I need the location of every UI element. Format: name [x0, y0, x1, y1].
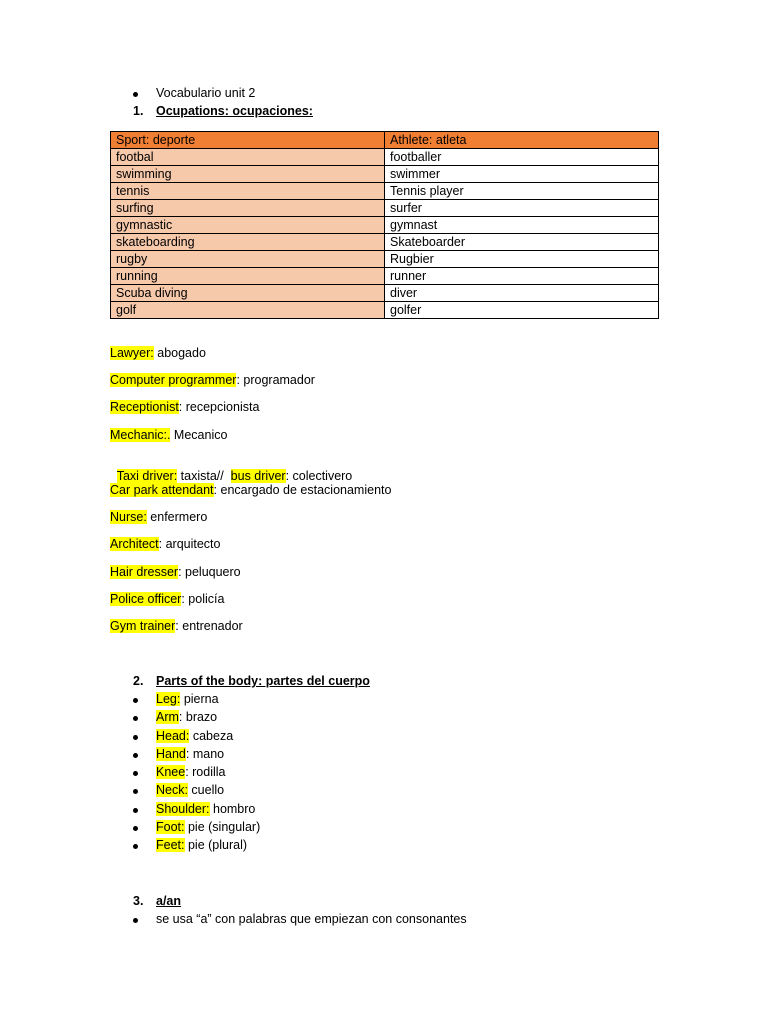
occupation-line [110, 455, 352, 483]
body-part-term: Leg: [156, 692, 181, 706]
occupation-translation: enfermero [146, 510, 208, 524]
occupation-term: Hair dresser [110, 565, 179, 579]
body-part-term: Hand [156, 747, 186, 761]
table-row [111, 183, 659, 200]
table-cell-athlete: diver [385, 285, 659, 302]
table-row [111, 149, 659, 166]
list-item [156, 820, 260, 834]
occupation-line [110, 483, 391, 497]
table-header-cell: Sport: deporte [111, 132, 385, 149]
occupation-term: Police officer [110, 592, 182, 606]
body-part-translation: pie (plural) [184, 838, 248, 852]
bullet-icon [133, 839, 141, 844]
table-row [111, 234, 659, 251]
table-cell-sport: footbal [111, 149, 385, 166]
occupation-line [110, 373, 315, 387]
section-number: 1. [133, 104, 144, 118]
occupation-term: Receptionist [110, 400, 179, 414]
list-item [156, 802, 255, 816]
occupation-translation: : recepcionista [178, 400, 260, 414]
table-header-row [111, 132, 659, 149]
occupation-translation: : programador [236, 373, 315, 387]
document-title: Vocabulario unit 2 [156, 86, 256, 100]
table-cell-sport: Scuba diving [111, 285, 385, 302]
table-cell-sport: rugby [111, 251, 385, 268]
occupation-translation: taxista// [177, 469, 231, 483]
body-part-translation: : mano [185, 747, 225, 761]
table-cell-athlete: swimmer [385, 166, 659, 183]
table-cell-athlete: surfer [385, 200, 659, 217]
table-cell-athlete: Rugbier [385, 251, 659, 268]
table-cell-sport: swimming [111, 166, 385, 183]
section-title-articles: a/an [156, 894, 182, 908]
occupation-line [110, 537, 220, 551]
list-item [156, 765, 226, 779]
body-part-term: Foot: [156, 820, 185, 834]
body-part-term: Feet: [156, 838, 185, 852]
table-cell-sport: gymnastic [111, 217, 385, 234]
occupation-translation: Mecanico [170, 428, 228, 442]
occupation-translation: : encargado de estacionamiento [213, 483, 392, 497]
bullet-icon [133, 784, 141, 789]
body-part-term: Neck: [156, 783, 188, 797]
table-row [111, 302, 659, 319]
occupation-term: Nurse: [110, 510, 147, 524]
occupation-translation: : colectivero [285, 469, 353, 483]
bullet-icon [133, 748, 141, 753]
bullet-icon [133, 693, 141, 698]
occupation-term: Mechanic:. [110, 428, 171, 442]
occupation-line [110, 428, 227, 442]
table-cell-sport: skateboarding [111, 234, 385, 251]
bullet-icon [133, 730, 141, 735]
body-part-translation: pierna [180, 692, 219, 706]
table-row [111, 166, 659, 183]
bullet-icon [133, 803, 141, 808]
occupation-term: Computer programmer [110, 373, 237, 387]
occupation-translation: : entrenador [175, 619, 243, 633]
bullet-icon [133, 913, 141, 918]
table-cell-athlete: footballer [385, 149, 659, 166]
section-title-occupations: Ocupations: ocupaciones: [156, 104, 313, 118]
body-part-translation: cuello [187, 783, 225, 797]
article-rule-note: se usa “a” con palabras que empiezan con consonantes [156, 912, 467, 926]
occupation-term: Taxi driver: [116, 469, 178, 483]
body-part-translation: hombro [209, 802, 256, 816]
occupation-translation: : peluquero [178, 565, 241, 579]
table-cell-sport: running [111, 268, 385, 285]
sports-table [110, 131, 659, 319]
occupation-term: Gym trainer [110, 619, 176, 633]
list-item [156, 747, 224, 761]
section-title-body-parts: Parts of the body: partes del cuerpo [156, 674, 370, 688]
occupation-term: Lawyer: [110, 346, 154, 360]
body-part-term: Knee [156, 765, 186, 779]
list-item [156, 729, 233, 743]
section-number: 2. [133, 674, 144, 688]
bullet-icon [133, 766, 141, 771]
body-part-term: Shoulder: [156, 802, 210, 816]
body-part-term: Head: [156, 729, 190, 743]
table-cell-athlete: runner [385, 268, 659, 285]
occupation-line [110, 346, 206, 360]
body-part-translation: : brazo [178, 710, 218, 724]
occupation-term: Architect [110, 537, 159, 551]
bullet-icon [133, 821, 141, 826]
table-row [111, 251, 659, 268]
table-row [111, 200, 659, 217]
body-part-translation: : rodilla [185, 765, 226, 779]
table-cell-athlete: Tennis player [385, 183, 659, 200]
occupation-term: Car park attendant [110, 483, 214, 497]
table-cell-sport: surfing [111, 200, 385, 217]
list-item [156, 710, 217, 724]
list-item [156, 838, 247, 852]
occupation-line [110, 565, 241, 579]
table-cell-athlete: golfer [385, 302, 659, 319]
occupation-line [110, 619, 243, 633]
occupation-translation: : policía [181, 592, 225, 606]
body-part-term: Arm [156, 710, 179, 724]
table-cell-sport: tennis [111, 183, 385, 200]
table-row [111, 217, 659, 234]
occupation-line [110, 592, 224, 606]
table-cell-athlete: Skateboarder [385, 234, 659, 251]
occupation-line [110, 510, 207, 524]
bullet-icon [133, 87, 141, 92]
table-row [111, 285, 659, 302]
body-part-translation: pie (singular) [184, 820, 261, 834]
occupation-translation: : arquitecto [158, 537, 221, 551]
table-row [111, 268, 659, 285]
occupation-line [110, 400, 259, 414]
section-number: 3. [133, 894, 144, 908]
occupation-translation: abogado [153, 346, 206, 360]
list-item [156, 692, 219, 706]
bullet-icon [133, 711, 141, 716]
table-header-cell: Athlete: atleta [385, 132, 659, 149]
table-cell-sport: golf [111, 302, 385, 319]
table-cell-athlete: gymnast [385, 217, 659, 234]
list-item [156, 783, 224, 797]
occupation-term: bus driver [230, 469, 286, 483]
body-part-translation: cabeza [189, 729, 234, 743]
